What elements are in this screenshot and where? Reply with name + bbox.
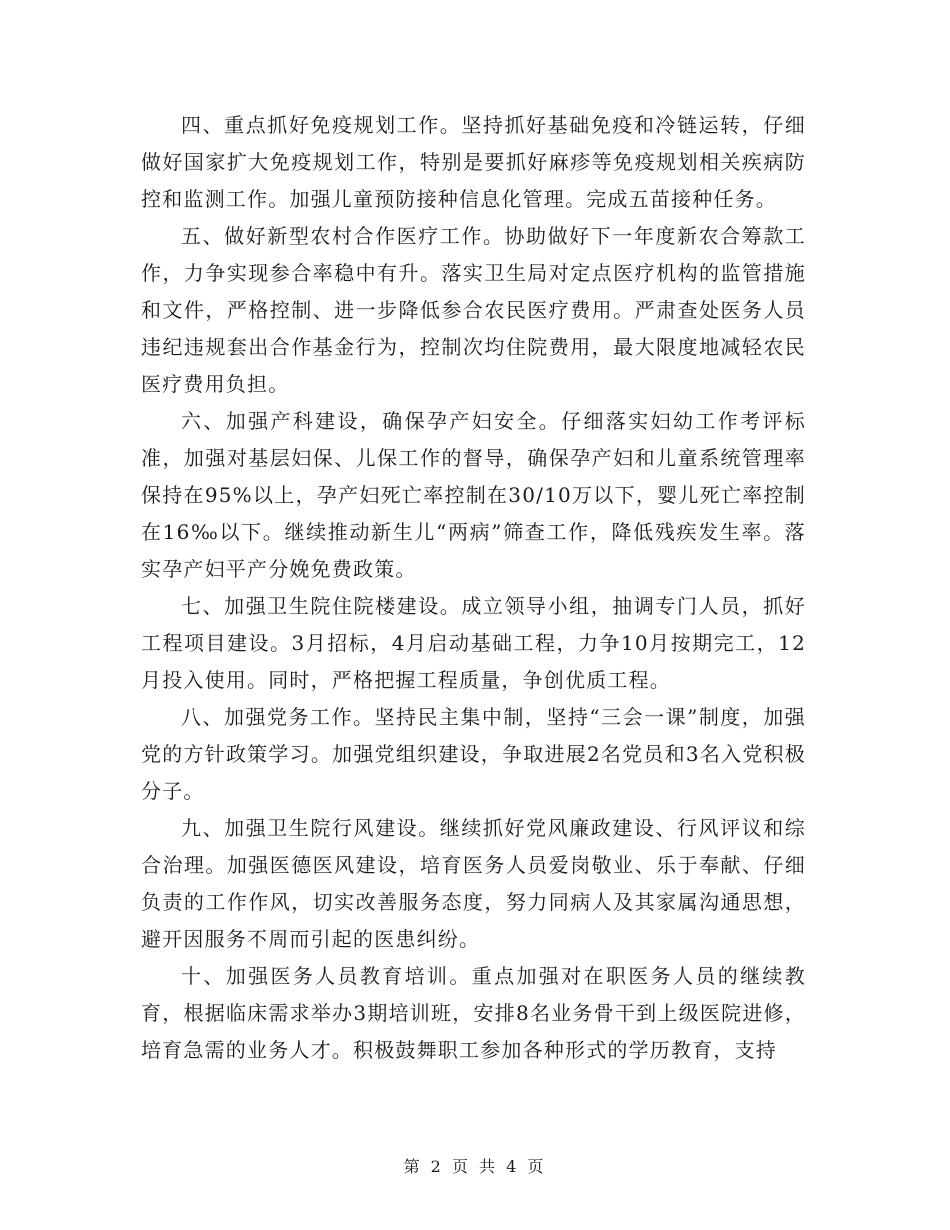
- page-number-footer: 第 2 页 共 4 页: [403, 1157, 547, 1176]
- paragraph-9-conduct: 九、加强卫生院行风建设。继续抓好党风廉政建设、行风评议和综合治理。加强医德医风建设，培育医务人员爱岗敬业、乐于奉献、仔细负责的工作作风，切实改善服务态度，努力同病人及其家属沟通思想，避开因服务不周而引起的医患纠纷。: [141, 816, 806, 951]
- paragraph-5-rural-medical-cooperation: 五、做好新型农村合作医疗工作。协助做好下一年度新农合筹款工作，力争实现参合率稳中有升。落实卫生局对定点医疗机构的监管措施和文件，严格控制、进一步降低参合农民医疗费用。严肃查处医务人员违纪违规套出合作基金行为，控制次均住院费用，最大限度地减轻农民医疗费用负担。: [141, 224, 806, 396]
- paragraph-10-training: 十、加强医务人员教育培训。重点加强对在职医务人员的继续教育，根据临床需求举办3期培训班，安排8名业务骨干到上级医院进修，培育急需的业务人才。积极鼓舞职工参加各种形式的学历教育，支持: [141, 964, 806, 1062]
- paragraph-4-immunization: 四、重点抓好免疫规划工作。坚持抓好基础免疫和冷链运转，仔细做好国家扩大免疫规划工作，特别是要抓好麻疹等免疫规划相关疾病防控和监测工作。加强儿童预防接种信息化管理。完成五苗接种任务。: [141, 113, 806, 211]
- paragraph-8-party-affairs: 八、加强党务工作。坚持民主集中制，坚持“三会一课”制度，加强党的方针政策学习。加强党组织建设，争取进展2名党员和3名入党积极分子。: [141, 705, 806, 803]
- paragraph-7-inpatient-building: 七、加强卫生院住院楼建设。成立领导小组，抽调专门人员，抓好工程项目建设。3月招标，4月启动基础工程，力争10月按期完工，12月投入使用。同时，严格把握工程质量，争创优质工程。: [141, 594, 806, 692]
- document-body: [141, 107, 806, 1069]
- paragraph-6-obstetrics: 六、加强产科建设，确保孕产妇安全。仔细落实妇幼工作考评标准，加强对基层妇保、儿保工作的督导，确保孕产妇和儿童系统管理率保持在95%以上，孕产妇死亡率控制在30/10万以下，婴儿死亡率控制在16‰以下。继续推动新生儿“两病”筛查工作，降低残疾发生率。落实孕产妇平产分娩免费政策。: [141, 409, 806, 581]
